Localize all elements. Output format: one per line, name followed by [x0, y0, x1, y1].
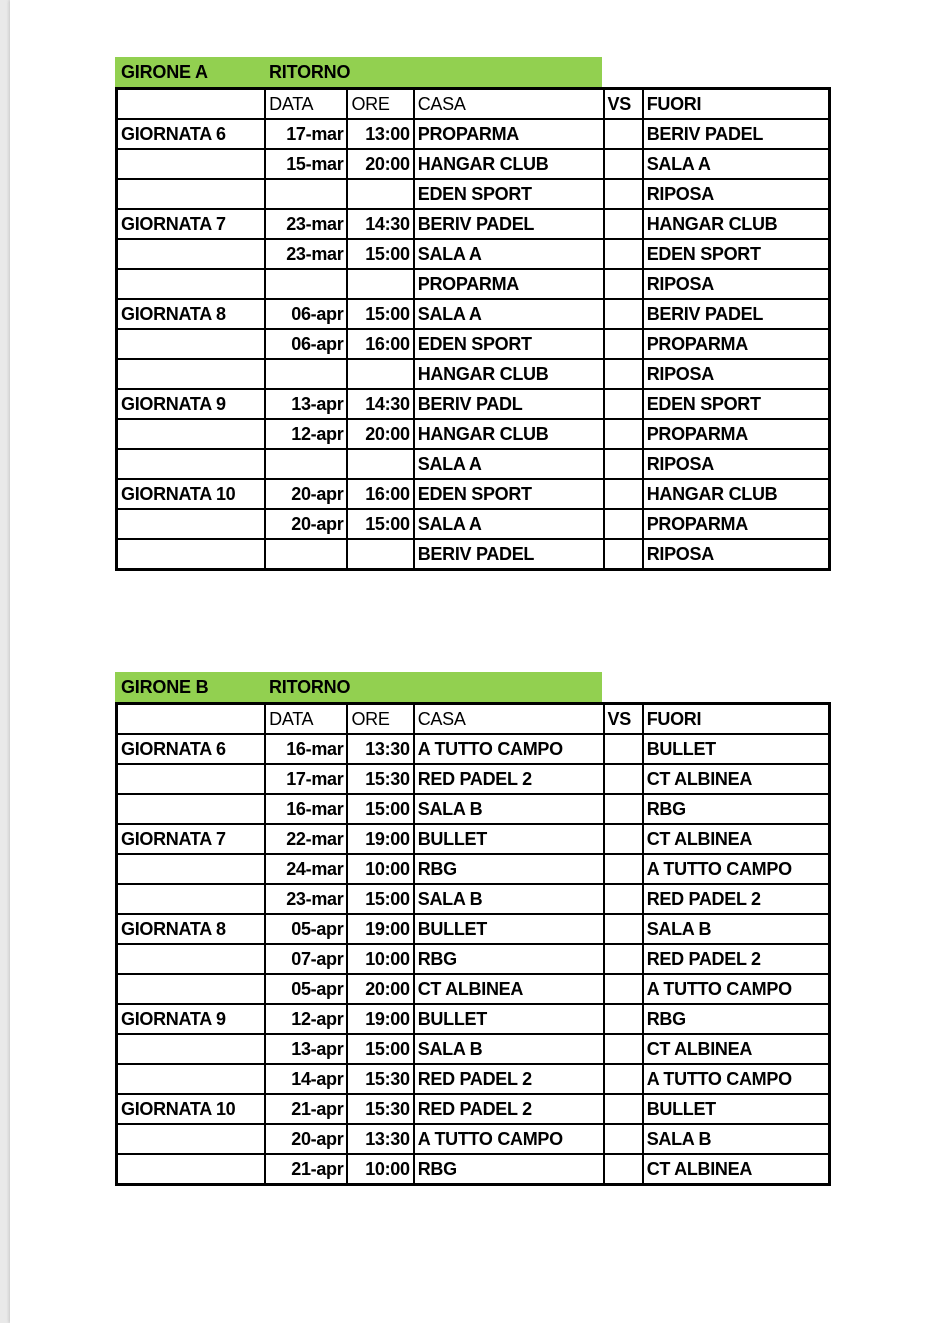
home-team-cell: EDEN SPORT: [414, 479, 604, 509]
home-team-cell: CT ALBINEA: [414, 974, 604, 1004]
away-team-cell: RIPOSA: [643, 359, 830, 389]
table-header-row: [117, 89, 830, 120]
vs-cell: [604, 1004, 643, 1034]
table-row: [117, 419, 830, 449]
time-cell: [347, 179, 413, 209]
away-team-cell: BULLET: [643, 734, 830, 764]
table-row: [117, 209, 830, 239]
date-cell: 05-apr: [265, 974, 347, 1004]
date-cell: 16-mar: [265, 734, 347, 764]
away-team-cell: BERIV PADEL: [643, 119, 830, 149]
giornata-cell: GIORNATA 7: [117, 209, 266, 239]
home-team-cell: SALA B: [414, 1034, 604, 1064]
giornata-cell: [117, 884, 266, 914]
home-team-cell: RED PADEL 2: [414, 1094, 604, 1124]
date-cell: 23-mar: [265, 884, 347, 914]
table-row: [117, 884, 830, 914]
away-team-cell: HANGAR CLUB: [643, 209, 830, 239]
time-cell: [347, 269, 413, 299]
giornata-cell: [117, 269, 266, 299]
vs-cell: [604, 359, 643, 389]
away-team-cell: CT ALBINEA: [643, 764, 830, 794]
date-cell: 16-mar: [265, 794, 347, 824]
away-team-cell: CT ALBINEA: [643, 1034, 830, 1064]
table-row: [117, 1034, 830, 1064]
date-cell: 05-apr: [265, 914, 347, 944]
table-row: [117, 149, 830, 179]
vs-cell: [604, 854, 643, 884]
table-row: [117, 914, 830, 944]
table-row: [117, 449, 830, 479]
date-cell: 17-mar: [265, 119, 347, 149]
vs-cell: [604, 824, 643, 854]
home-team-cell: SALA A: [414, 299, 604, 329]
phase-name: RITORNO: [269, 62, 351, 82]
header-fuori: FUORI: [643, 704, 830, 735]
home-team-cell: A TUTTO CAMPO: [414, 734, 604, 764]
giornata-cell: [117, 1154, 266, 1185]
time-cell: 15:30: [347, 1094, 413, 1124]
time-cell: 20:00: [347, 419, 413, 449]
time-cell: 15:00: [347, 884, 413, 914]
home-team-cell: BULLET: [414, 824, 604, 854]
giornata-cell: GIORNATA 6: [117, 119, 266, 149]
giornata-cell: [117, 794, 266, 824]
table-row: [117, 389, 830, 419]
giornata-cell: [117, 509, 266, 539]
time-cell: 20:00: [347, 974, 413, 1004]
vs-cell: [604, 209, 643, 239]
table-row: [117, 119, 830, 149]
away-team-cell: BULLET: [643, 1094, 830, 1124]
date-cell: 15-mar: [265, 149, 347, 179]
table-row: [117, 794, 830, 824]
vs-cell: [604, 794, 643, 824]
away-team-cell: RIPOSA: [643, 449, 830, 479]
home-team-cell: PROPARMA: [414, 269, 604, 299]
time-cell: [347, 359, 413, 389]
away-team-cell: RBG: [643, 794, 830, 824]
table-row: [117, 539, 830, 570]
date-cell: [265, 449, 347, 479]
giornata-cell: [117, 149, 266, 179]
table-row: [117, 734, 830, 764]
table-row: [117, 179, 830, 209]
table-row: [117, 299, 830, 329]
giornata-cell: [117, 974, 266, 1004]
header-ore: ORE: [347, 89, 413, 120]
vs-cell: [604, 914, 643, 944]
away-team-cell: PROPARMA: [643, 329, 830, 359]
table-row: [117, 944, 830, 974]
table-row: [117, 854, 830, 884]
date-cell: 06-apr: [265, 329, 347, 359]
date-cell: [265, 269, 347, 299]
table-row: [117, 764, 830, 794]
giornata-cell: [117, 854, 266, 884]
time-cell: 20:00: [347, 149, 413, 179]
away-team-cell: SALA B: [643, 914, 830, 944]
table-row: [117, 974, 830, 1004]
home-team-cell: SALA B: [414, 794, 604, 824]
table-row: [117, 359, 830, 389]
time-cell: 15:00: [347, 239, 413, 269]
header-casa: CASA: [414, 704, 604, 735]
date-cell: [265, 539, 347, 570]
table-row: [117, 1094, 830, 1124]
date-cell: 21-apr: [265, 1154, 347, 1185]
time-cell: 15:00: [347, 794, 413, 824]
vs-cell: [604, 884, 643, 914]
header-empty-cell: [117, 704, 266, 735]
vs-cell: [604, 974, 643, 1004]
header-casa: CASA: [414, 89, 604, 120]
vs-cell: [604, 764, 643, 794]
giornata-cell: [117, 1064, 266, 1094]
away-team-cell: CT ALBINEA: [643, 824, 830, 854]
giornata-cell: [117, 419, 266, 449]
time-cell: 15:00: [347, 299, 413, 329]
vs-cell: [604, 1064, 643, 1094]
header-vs: VS: [604, 89, 643, 120]
home-team-cell: BERIV PADEL: [414, 209, 604, 239]
table-row: [117, 1004, 830, 1034]
time-cell: 14:30: [347, 209, 413, 239]
giornata-cell: [117, 764, 266, 794]
vs-cell: [604, 239, 643, 269]
vs-cell: [604, 329, 643, 359]
home-team-cell: EDEN SPORT: [414, 329, 604, 359]
away-team-cell: SALA A: [643, 149, 830, 179]
away-team-cell: CT ALBINEA: [643, 1154, 830, 1185]
away-team-cell: HANGAR CLUB: [643, 479, 830, 509]
home-team-cell: BERIV PADL: [414, 389, 604, 419]
vs-cell: [604, 299, 643, 329]
away-team-cell: RED PADEL 2: [643, 884, 830, 914]
home-team-cell: HANGAR CLUB: [414, 359, 604, 389]
time-cell: 19:00: [347, 914, 413, 944]
date-cell: 22-mar: [265, 824, 347, 854]
date-cell: 24-mar: [265, 854, 347, 884]
away-team-cell: A TUTTO CAMPO: [643, 854, 830, 884]
home-team-cell: BERIV PADEL: [414, 539, 604, 570]
time-cell: 19:00: [347, 824, 413, 854]
time-cell: [347, 539, 413, 570]
giornata-cell: [117, 1124, 266, 1154]
date-cell: 07-apr: [265, 944, 347, 974]
date-cell: [265, 179, 347, 209]
giornata-cell: GIORNATA 7: [117, 824, 266, 854]
giornata-cell: [117, 944, 266, 974]
table-row: [117, 329, 830, 359]
vs-cell: [604, 449, 643, 479]
time-cell: 10:00: [347, 1154, 413, 1185]
date-cell: 20-apr: [265, 479, 347, 509]
table-row: [117, 509, 830, 539]
giornata-cell: [117, 329, 266, 359]
girone-a-title-bar: [115, 57, 602, 87]
vs-cell: [604, 1094, 643, 1124]
home-team-cell: SALA A: [414, 239, 604, 269]
giornata-cell: [117, 239, 266, 269]
home-team-cell: HANGAR CLUB: [414, 419, 604, 449]
header-data: DATA: [265, 704, 347, 735]
giornata-cell: GIORNATA 8: [117, 299, 266, 329]
group-name: GIRONE A: [121, 62, 208, 82]
away-team-cell: A TUTTO CAMPO: [643, 1064, 830, 1094]
vs-cell: [604, 389, 643, 419]
giornata-cell: [117, 1034, 266, 1064]
header-vs: VS: [604, 704, 643, 735]
time-cell: 16:00: [347, 479, 413, 509]
table-row: [117, 479, 830, 509]
header-empty-cell: [117, 89, 266, 120]
table-row: [117, 1064, 830, 1094]
girone-b-schedule-table: [115, 702, 831, 1186]
vs-cell: [604, 149, 643, 179]
date-cell: 17-mar: [265, 764, 347, 794]
home-team-cell: RBG: [414, 944, 604, 974]
giornata-cell: [117, 359, 266, 389]
date-cell: 06-apr: [265, 299, 347, 329]
home-team-cell: RBG: [414, 1154, 604, 1185]
time-cell: 15:00: [347, 509, 413, 539]
time-cell: 14:30: [347, 389, 413, 419]
away-team-cell: PROPARMA: [643, 509, 830, 539]
vs-cell: [604, 1124, 643, 1154]
away-team-cell: EDEN SPORT: [643, 389, 830, 419]
away-team-cell: RBG: [643, 1004, 830, 1034]
header-ore: ORE: [347, 704, 413, 735]
table-row: [117, 824, 830, 854]
date-cell: 23-mar: [265, 239, 347, 269]
date-cell: 12-apr: [265, 419, 347, 449]
vs-cell: [604, 539, 643, 570]
table-row: [117, 239, 830, 269]
date-cell: 12-apr: [265, 1004, 347, 1034]
home-team-cell: RBG: [414, 854, 604, 884]
header-data: DATA: [265, 89, 347, 120]
giornata-cell: GIORNATA 6: [117, 734, 266, 764]
date-cell: 23-mar: [265, 209, 347, 239]
giornata-cell: GIORNATA 9: [117, 1004, 266, 1034]
date-cell: 13-apr: [265, 1034, 347, 1064]
time-cell: 10:00: [347, 944, 413, 974]
vs-cell: [604, 1154, 643, 1185]
giornata-cell: [117, 179, 266, 209]
home-team-cell: SALA B: [414, 884, 604, 914]
away-team-cell: RIPOSA: [643, 179, 830, 209]
table-header-row: [117, 704, 830, 735]
giornata-cell: GIORNATA 8: [117, 914, 266, 944]
header-fuori: FUORI: [643, 89, 830, 120]
table-row: [117, 1154, 830, 1185]
phase-name: RITORNO: [269, 677, 351, 697]
vs-cell: [604, 179, 643, 209]
home-team-cell: EDEN SPORT: [414, 179, 604, 209]
time-cell: [347, 449, 413, 479]
vs-cell: [604, 419, 643, 449]
date-cell: 21-apr: [265, 1094, 347, 1124]
time-cell: 13:30: [347, 1124, 413, 1154]
date-cell: 13-apr: [265, 389, 347, 419]
time-cell: 15:00: [347, 1034, 413, 1064]
document-page: [10, 0, 949, 1323]
time-cell: 13:30: [347, 734, 413, 764]
table-row: [117, 1124, 830, 1154]
time-cell: 16:00: [347, 329, 413, 359]
home-team-cell: PROPARMA: [414, 119, 604, 149]
home-team-cell: A TUTTO CAMPO: [414, 1124, 604, 1154]
date-cell: 20-apr: [265, 1124, 347, 1154]
home-team-cell: BULLET: [414, 1004, 604, 1034]
giornata-cell: [117, 449, 266, 479]
away-team-cell: BERIV PADEL: [643, 299, 830, 329]
home-team-cell: BULLET: [414, 914, 604, 944]
date-cell: [265, 359, 347, 389]
away-team-cell: RED PADEL 2: [643, 944, 830, 974]
table-row: [117, 269, 830, 299]
away-team-cell: RIPOSA: [643, 269, 830, 299]
time-cell: 19:00: [347, 1004, 413, 1034]
vs-cell: [604, 119, 643, 149]
away-team-cell: RIPOSA: [643, 539, 830, 570]
away-team-cell: EDEN SPORT: [643, 239, 830, 269]
away-team-cell: A TUTTO CAMPO: [643, 974, 830, 1004]
home-team-cell: HANGAR CLUB: [414, 149, 604, 179]
giornata-cell: GIORNATA 10: [117, 479, 266, 509]
time-cell: 10:00: [347, 854, 413, 884]
away-team-cell: SALA B: [643, 1124, 830, 1154]
vs-cell: [604, 269, 643, 299]
date-cell: 14-apr: [265, 1064, 347, 1094]
giornata-cell: GIORNATA 10: [117, 1094, 266, 1124]
girone-b-title-bar: [115, 672, 602, 702]
vs-cell: [604, 509, 643, 539]
away-team-cell: PROPARMA: [643, 419, 830, 449]
vs-cell: [604, 1034, 643, 1064]
vs-cell: [604, 944, 643, 974]
vs-cell: [604, 479, 643, 509]
giornata-cell: GIORNATA 9: [117, 389, 266, 419]
time-cell: 15:30: [347, 1064, 413, 1094]
group-name: GIRONE B: [121, 677, 209, 697]
home-team-cell: RED PADEL 2: [414, 764, 604, 794]
time-cell: 13:00: [347, 119, 413, 149]
giornata-cell: [117, 539, 266, 570]
time-cell: 15:30: [347, 764, 413, 794]
home-team-cell: SALA A: [414, 509, 604, 539]
girone-a-schedule-table: [115, 87, 831, 571]
home-team-cell: RED PADEL 2: [414, 1064, 604, 1094]
vs-cell: [604, 734, 643, 764]
home-team-cell: SALA A: [414, 449, 604, 479]
date-cell: 20-apr: [265, 509, 347, 539]
